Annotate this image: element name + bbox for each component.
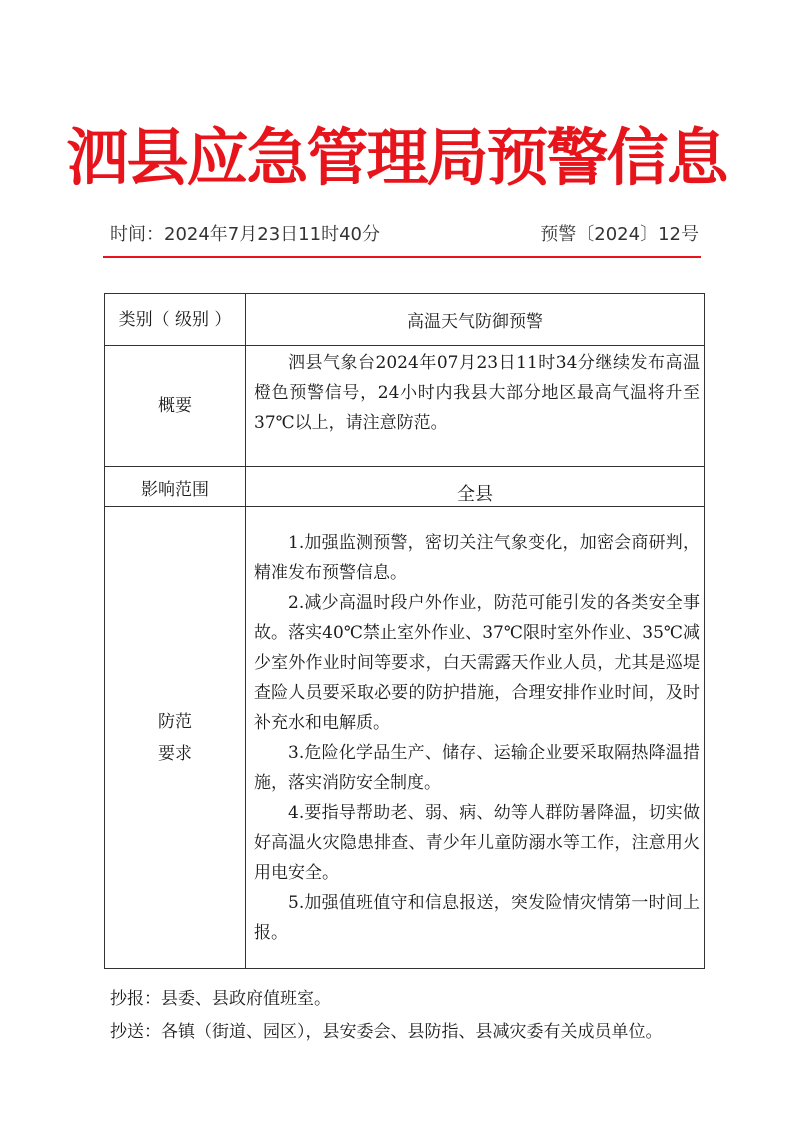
- category-value: 高温天气防御预警: [246, 294, 705, 346]
- requirements-cell: [246, 507, 705, 969]
- requirement-item: 1.加强监测预警，密切关注气象变化，加密会商研判，精准发布预警信息。: [254, 532, 700, 583]
- scope-label: 影响范围: [105, 467, 246, 507]
- issue-time: [110, 222, 380, 248]
- requirements-label: [105, 507, 246, 969]
- document-number: 预警〔2024〕12号: [540, 224, 699, 245]
- send-to-line: 抄送：各镇（街道、园区），县安委会、县防指、县减灾委有关成员单位。: [110, 1022, 663, 1042]
- summary-label: 概要: [105, 346, 246, 467]
- requirement-item: 2.减少高温时段户外作业，防范可能引发的各类安全事故。落实40℃禁止室外作业、37℃限时室外作业、35℃减少室外作业时间等要求，白天需露天作业人员，尤其是巡堤查险人员要采取必要的防护措施，合理安排作业时间，及时补充水和电解质。: [254, 592, 700, 733]
- category-label: 类别（ 级别 ）: [105, 294, 246, 346]
- requirement-item: 4.要指导帮助老、弱、病、幼等人群防暑降温，切实做好高温火灾隐患排查、青少年儿童防溺水等工作，注意用火用电安全。: [254, 802, 700, 883]
- header-divider: [103, 256, 701, 258]
- issue-time-label: 时间：: [110, 224, 164, 245]
- warning-info-table: [104, 293, 705, 969]
- table-row: [105, 467, 705, 507]
- requirements-label-line2: 要求: [158, 743, 192, 764]
- requirements-label-line1: 防范: [158, 711, 192, 732]
- table-row: [105, 507, 705, 969]
- requirement-item: 5.加强值班值守和信息报送，突发险情灾情第一时间上报。: [254, 892, 700, 943]
- table-row: [105, 294, 705, 346]
- summary-cell: [246, 346, 705, 467]
- page-title: 泗县应急管理局预警信息: [66, 121, 727, 194]
- summary-text: 泗县气象台2024年07月23日11时34分继续发布高温橙色预警信号，24小时内我县大部分地区最高气温将升至37℃以上，请注意防范。: [254, 353, 700, 433]
- table-row: [105, 346, 705, 467]
- scope-value: 全县: [246, 467, 705, 507]
- requirement-item: 3.危险化学品生产、储存、运输企业要采取隔热降温措施，落实消防安全制度。: [254, 742, 700, 793]
- report-to-line: 抄报：县委、县政府值班室。: [110, 989, 331, 1009]
- issue-time-value: 2024年7月23日11时40分: [164, 224, 380, 245]
